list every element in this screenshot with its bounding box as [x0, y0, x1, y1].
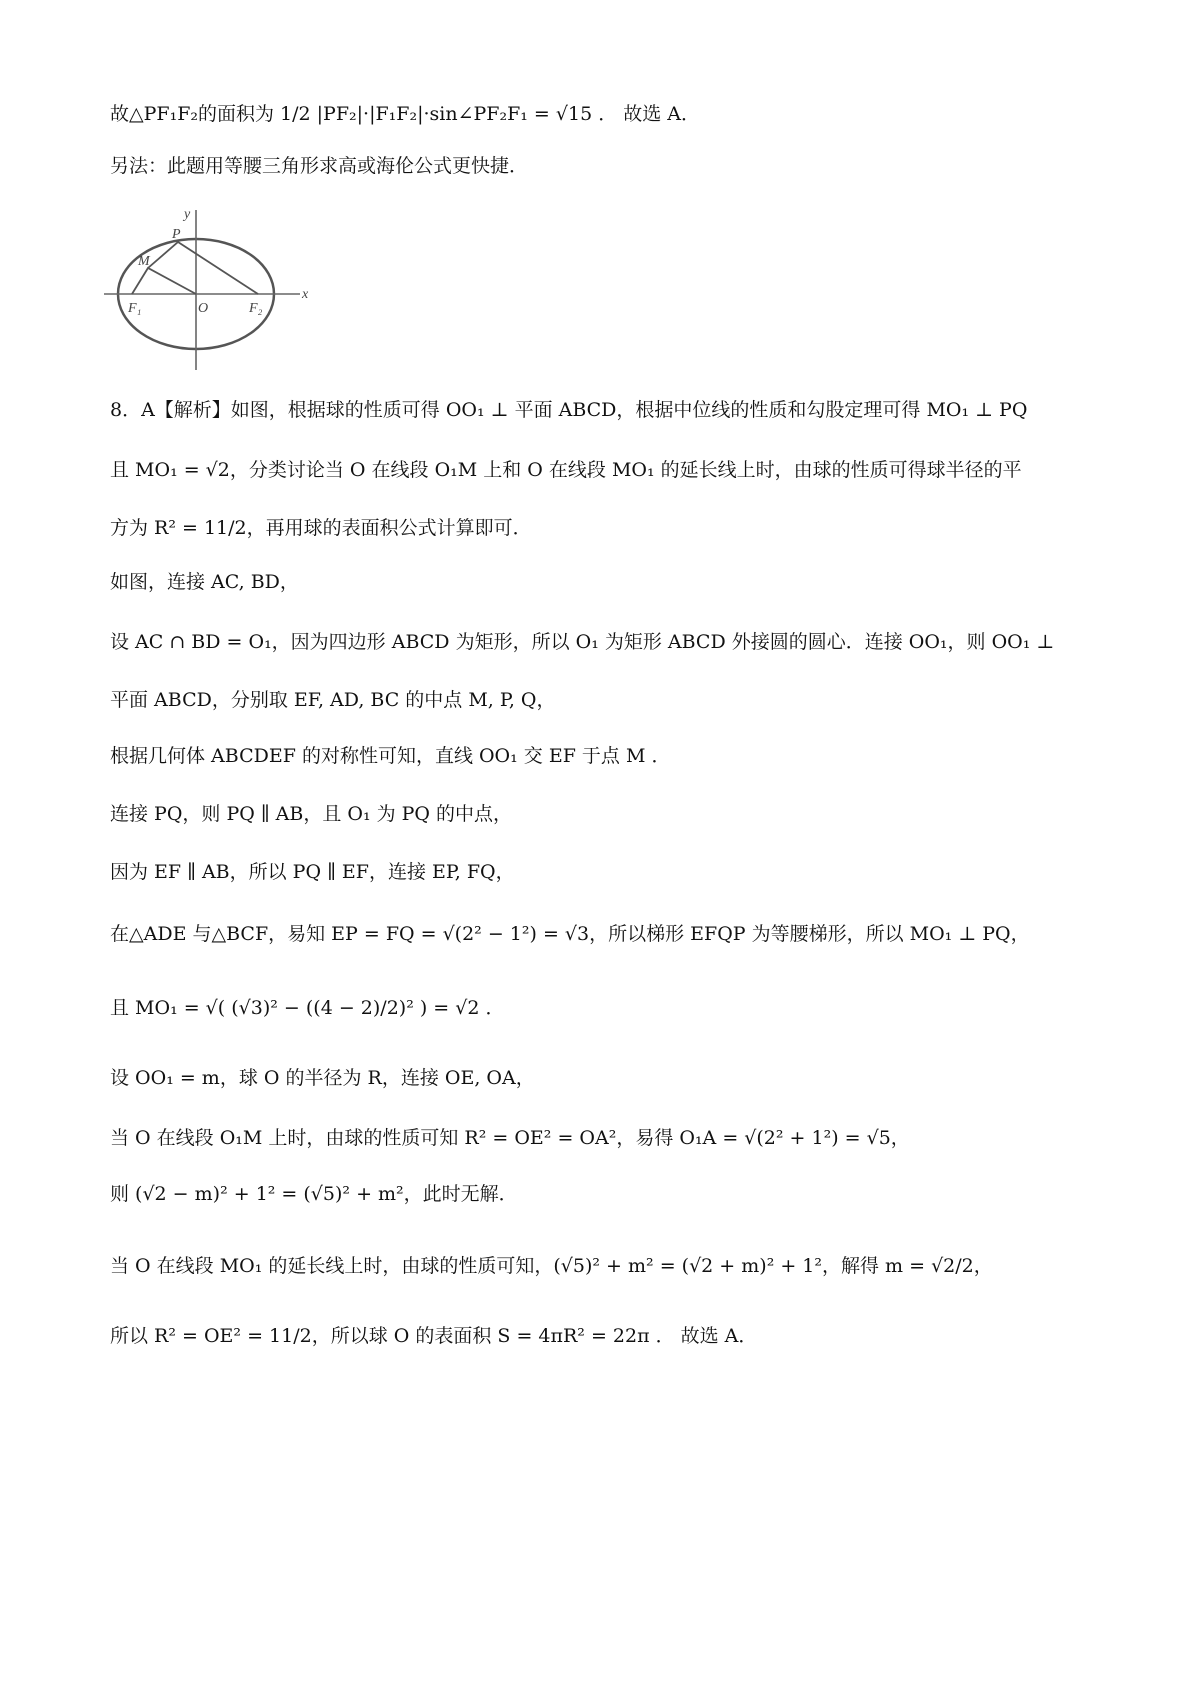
text-line-10: 连接 PQ，则 PQ ∥ AB，且 O₁ 为 PQ 的中点，	[110, 803, 513, 825]
text-line-4: 且 MO₁ = √2，分类讨论当 O 在线段 O₁M 上和 O 在线段 MO₁ 的延长线上时，由球的性质可得球半径的平	[110, 459, 1022, 481]
text-line-14: 设 OO₁ = m，球 O 的半径为 R，连接 OE, OA，	[110, 1067, 535, 1089]
text-line-3: 8．A【解析】如图，根据球的性质可得 OO₁ ⊥ 平面 ABCD，根据中位线的性质和勾股定理可得 MO₁ ⊥ PQ	[110, 399, 1028, 421]
text-line-9: 根据几何体 ABCDEF 的对称性可知，直线 OO₁ 交 EF 于点 M ．	[110, 745, 671, 767]
label-y: y	[184, 210, 191, 222]
text-line-11: 因为 EF ∥ AB，所以 PQ ∥ EF，连接 EP, FQ，	[110, 861, 515, 883]
text-line-6: 如图，连接 AC, BD，	[110, 571, 299, 593]
text-line-7: 设 AC ∩ BD = O₁，因为四边形 ABCD 为矩形，所以 O₁ 为矩形 ABCD 外接圆的圆心．连接 OO₁，则 OO₁ ⊥	[110, 631, 1055, 653]
text-line-2: 另法：此题用等腰三角形求高或海伦公式更快捷．	[110, 155, 529, 177]
text-line-5: 方为 R² = 11/2，再用球的表面积公式计算即可．	[110, 517, 532, 539]
label-o: O	[198, 301, 209, 316]
text-line-15: 当 O 在线段 O₁M 上时，由球的性质可知 R² = OE² = OA²，易得 O₁A = √(2² + 1²) = √5，	[110, 1127, 910, 1149]
text-line-18: 所以 R² = OE² = 11/2，所以球 O 的表面积 S = 4πR² = 22π ． 故选 A．	[110, 1325, 758, 1347]
ellipse-figure	[104, 210, 324, 372]
text-line-12: 在△ADE 与△BCF，易知 EP = FQ = √(2² − 1²) = √3，所以梯形 EFQP 为等腰梯形，所以 MO₁ ⊥ PQ，	[110, 923, 1030, 945]
text-line-8: 平面 ABCD，分别取 EF, AD, BC 的中点 M, P, Q，	[110, 689, 556, 711]
label-p: P	[172, 227, 181, 242]
text-line-1: 故△PF₁F₂的面积为 1/2 |PF₂|·|F₁F₂|·sin∠PF₂F₁ = √15 ． 故选 A．	[110, 103, 701, 125]
segment-f1-m-o	[132, 268, 196, 294]
label-f2: F₂	[249, 301, 263, 316]
text-line-17: 当 O 在线段 MO₁ 的延长线上时，由球的性质可知，(√5)² + m² = (√2 + m)² + 1²，解得 m = √2/2，	[110, 1255, 993, 1277]
label-f1: F₁	[128, 301, 142, 316]
text-line-13: 且 MO₁ = √( (√3)² − ((4 − 2)/2)² ) = √2 ．	[110, 997, 505, 1019]
label-x: x	[302, 287, 309, 302]
text-line-16: 则 (√2 − m)² + 1² = (√5)² + m²，此时无解．	[110, 1183, 518, 1205]
label-m: M	[138, 254, 150, 269]
